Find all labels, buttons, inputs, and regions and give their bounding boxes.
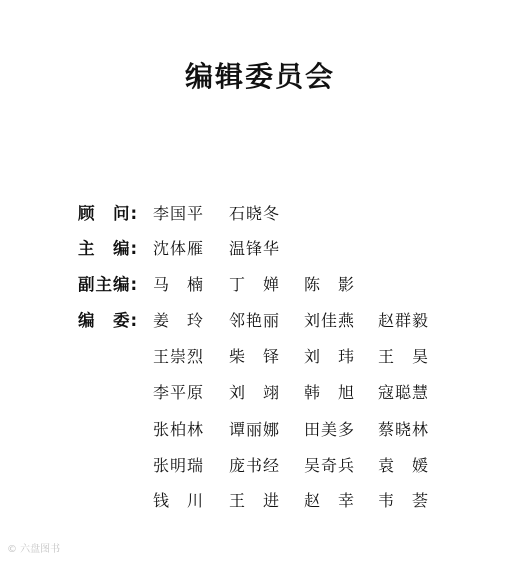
- member-name: 刘佳燕: [304, 311, 356, 330]
- role-label: 顾 问:: [78, 204, 139, 223]
- member-name: 王崇烈: [153, 347, 205, 366]
- member-name: 姜 玲: [153, 311, 205, 330]
- member-name: 马 楠: [153, 275, 205, 294]
- member-name: 庞书经: [229, 456, 281, 475]
- member-name: 温锋华: [229, 239, 281, 258]
- page-title: 编辑委员会: [184, 60, 335, 93]
- watermark: © 六盘图书: [7, 544, 61, 555]
- member-name: 石晓冬: [229, 204, 281, 223]
- member-name: 沈体雁: [153, 239, 205, 258]
- member-name: 寇聪慧: [378, 383, 430, 402]
- member-name: 丁 婵: [229, 275, 281, 294]
- member-name: 袁 媛: [378, 456, 430, 475]
- member-name: 刘 翊: [229, 383, 281, 402]
- member-name: 谭丽娜: [229, 420, 281, 439]
- member-name: 张柏林: [153, 420, 205, 439]
- member-name: 赵群毅: [378, 311, 430, 330]
- role-label: 副主编:: [78, 275, 139, 294]
- member-name: 李平原: [153, 383, 205, 402]
- member-name: 刘 玮: [304, 347, 356, 366]
- member-name: 韩 旭: [304, 383, 356, 402]
- member-name: 钱 川: [153, 491, 205, 510]
- member-name: 王 进: [229, 491, 281, 510]
- member-name: 李国平: [153, 204, 205, 223]
- member-name: 吴奇兵: [304, 456, 356, 475]
- member-name: 田美多: [304, 420, 356, 439]
- member-name: 王 昊: [378, 347, 430, 366]
- member-name: 赵 幸: [304, 491, 356, 510]
- role-label: 编 委:: [78, 311, 139, 330]
- member-name: 韦 荟: [378, 491, 430, 510]
- role-label: 主 编:: [78, 239, 139, 258]
- member-name: 柴 铎: [229, 347, 281, 366]
- member-name: 张明瑞: [153, 456, 205, 475]
- member-name: 陈 影: [304, 275, 356, 294]
- member-name: 邻艳丽: [229, 311, 281, 330]
- member-name: 蔡晓林: [378, 420, 430, 439]
